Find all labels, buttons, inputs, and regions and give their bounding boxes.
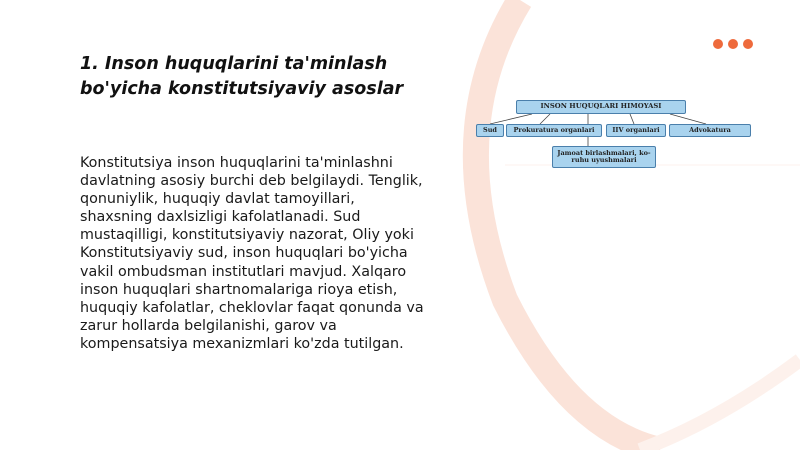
diagram-node-ihv: IIV organlari — [606, 124, 666, 137]
decorative-dots — [713, 39, 753, 49]
diagram-node-advokatura: Advokatura — [669, 124, 751, 137]
diagram-node-sud: Sud — [476, 124, 504, 137]
diagram-node-jamoat: Jamoat birlashmalari, ko-ruhu uyushmalari — [552, 146, 656, 168]
diagram-root-node: INSON HUQUQLARI HIMOYASI — [516, 100, 686, 114]
slide-title: 1. Inson huquqlarini ta'minlash bo'yicha konstitutsiyaviy asoslar — [80, 54, 404, 99]
dot-icon — [728, 39, 738, 49]
dot-icon — [713, 39, 723, 49]
slide-body-text: Konstitutsiya inson huquqlarini ta'minlashni davlatning asosiy burchi deb belgilaydi. Tenglik, qonuniylik, huquqiy davlat tamoyillari, shaxsning daxlsizligi kafolatlanadi. Sud mustaqilligi, konstitutsiyaviy nazorat, Oliy yoki Konstitutsiyaviy sud, inson huquqlari bo'yicha vakil ombudsman institutlari mavjud. Xalqaro inson huquqlari shartnomalariga rioya etish, huquqiy kafolatlar, cheklovlar faqat qonunda va zarur hollarda belgilanishi, garov va kompensatsiya mexanizmlari ko'zda tutilgan. — [80, 155, 424, 352]
dot-icon — [743, 39, 753, 49]
diagram-node-prokuratura: Prokuratura organlari — [506, 124, 602, 137]
human-rights-protection-diagram — [470, 96, 760, 174]
